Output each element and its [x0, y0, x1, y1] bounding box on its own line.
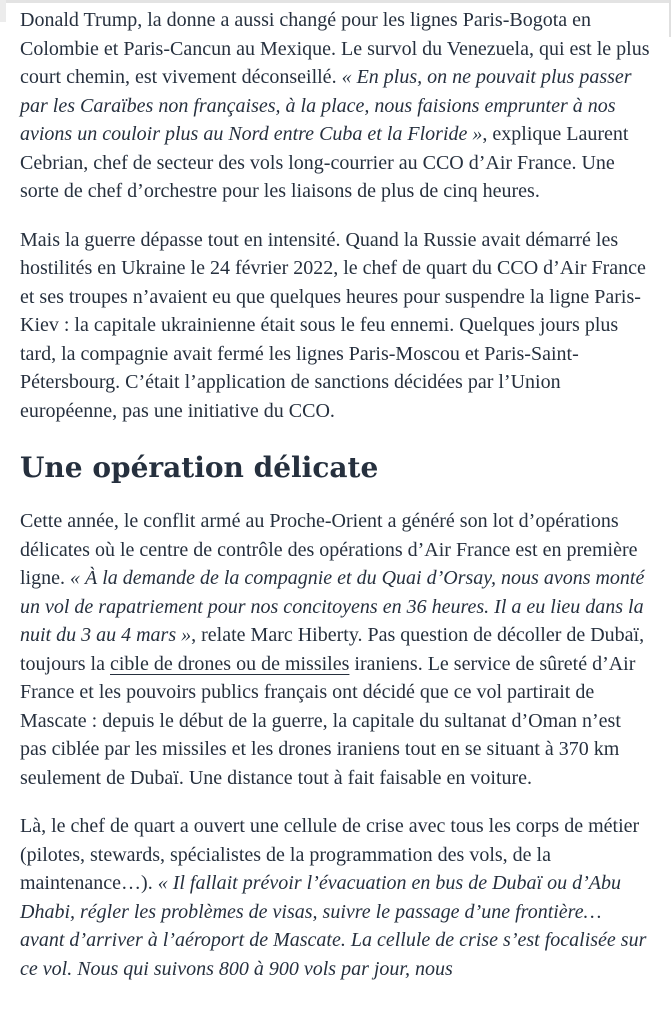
article-body [20, 6, 650, 983]
article-paragraph [20, 812, 650, 983]
cropped-left-fragment [0, 0, 6, 22]
body-text: Donald Trump, la donne a aussi changé pour les lignes Paris-Bogota en Colombie et Paris-Cancun au Mexique. Le survol du Venezuela, qui est le plus court chemin, est vivement déconseillé. [20, 9, 650, 88]
quote-text: « À la demande de la compagnie et du Quai d’Orsay, nous avons monté un vol de rapatriement pour nos concitoyens en 36 heures. Il a eu lieu dans la nuit du 3 au 4 mars » [20, 567, 645, 646]
article-paragraph [20, 507, 650, 792]
cropped-media-bottom-edge [0, 0, 671, 3]
inline-link[interactable]: cible de drones ou de missiles [110, 652, 350, 675]
body-text: , explique Laurent Cebrian, chef de secteur des vols long-courrier au CCO d’Air France. Une sorte de chef d’orchestre pour les liaisons de plus de cinq heures. [20, 123, 629, 202]
quote-text: « Il fallait prévoir l’évacuation en bus de Dubaï ou d’Abu Dhabi, régler les problèmes de visas, suivre le passage d’une frontière… avant d’arriver à l’aéroport de Mascate. La cellule de crise s’est focalisée sur ce vol. Nous qui suivons 800 à 900 vols par jour, nous [20, 872, 647, 980]
body-text: Cette année, le conflit armé au Proche-Orient a généré son lot d’opérations délicates où le centre de contrôle des opérations d’Air France est en première ligne. [20, 510, 638, 589]
body-text: Mais la guerre dépasse tout en intensité. Quand la Russie avait démarré les hostilités en Ukraine le 24 février 2022, le chef de quart du CCO d’Air France et ses troupes n’avaient eu que quelques heures pour suspendre la ligne Paris-Kiev : la capitale ukrainienne était sous le feu ennemi. Quelques jours plus tard, la compagnie avait fermé les lignes Paris-Moscou et Paris-Saint-Pétersbourg. C’était l’application de sanctions décidées par l’Union européenne, pas une initiative du CCO. [20, 228, 646, 422]
article-paragraph [20, 6, 650, 206]
article-paragraph [20, 226, 650, 426]
body-text: Là, le chef de quart a ouvert une cellule de crise avec tous les corps de métier (pilotes, stewards, spécialistes de la programmation des vols, de la maintenance…). [20, 815, 640, 894]
quote-text: « En plus, on ne pouvait plus passer par les Caraïbes non françaises, à la place, nous faisions emprunter à nos avions un couloir plus au Nord entre Cuba et la Floride » [20, 66, 632, 145]
body-text: iraniens. Le service de sûreté d’Air France et les pouvoirs publics français ont décidé que ce vol partirait de Mascate : depuis le début de la guerre, la capitale du sultanat d’Oman n’est pas ciblée par les missiles et les drones iraniens tout en se situant à 370 km seulement de Dubaï. Une distance tout à fait faisable en voiture. [20, 652, 636, 789]
body-text: , relate Marc Hiberty. Pas question de décoller de Dubaï, toujours la [20, 624, 645, 675]
section-heading: Une opération délicate [20, 451, 379, 484]
